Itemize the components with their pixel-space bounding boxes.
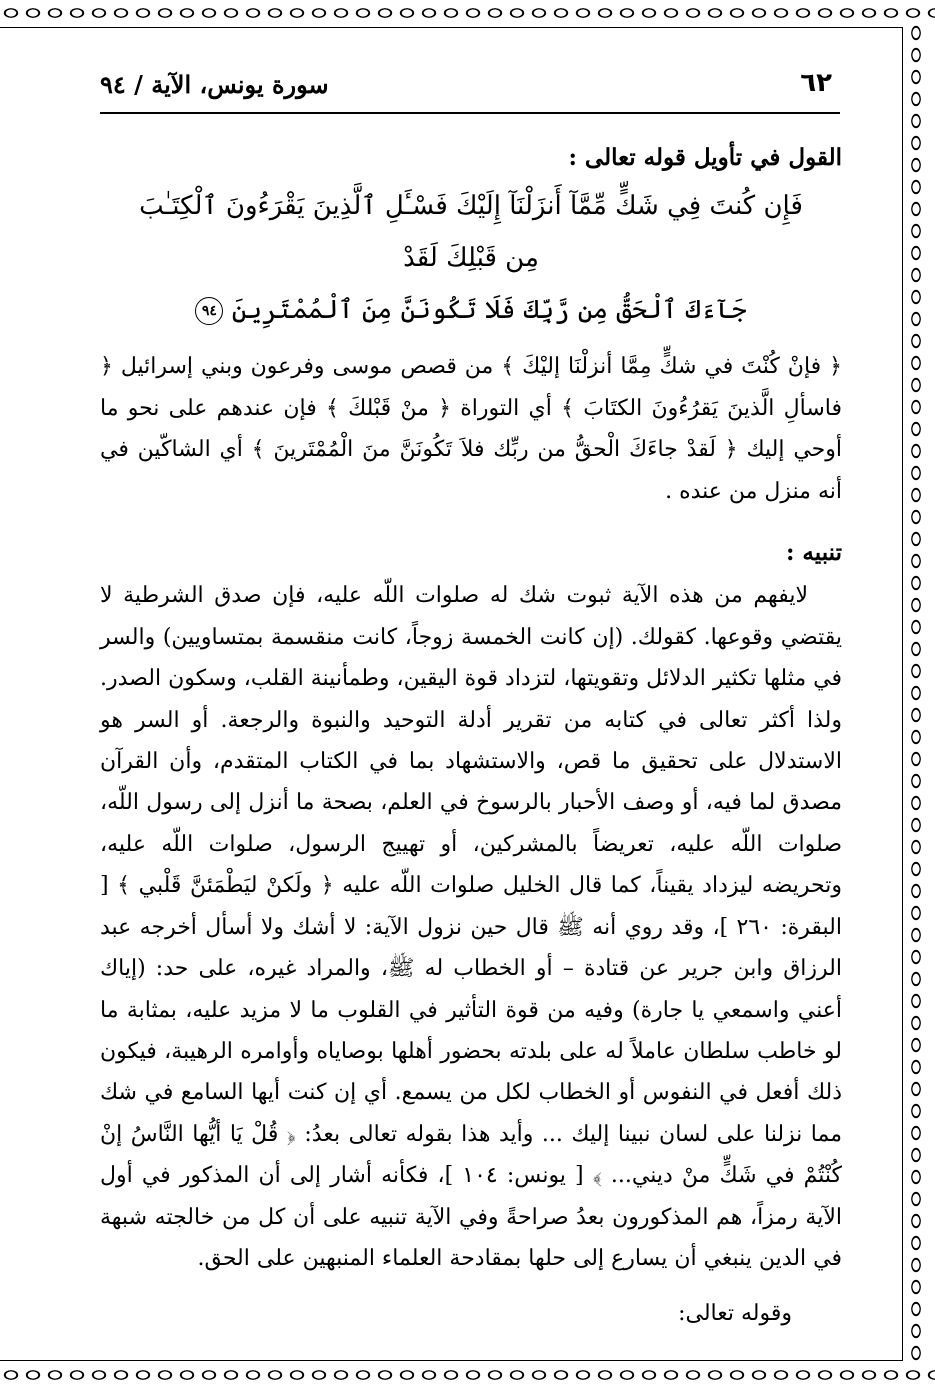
quran-verse — [100, 180, 842, 336]
quran-verse-line-2 — [130, 284, 812, 336]
decorative-border-top — [0, 0, 935, 26]
quran-verse-line-1: فَإِن كُنتَ فِي شَكٍّ مِّمَّآ أَنزَلْنَآ إِلَيْكَ فَسْـَٔلِ ٱلَّذِينَ يَقْرَءُونَ ٱلْكِتَـٰبَ مِن قَبْلِكَ لَقَدْ — [139, 191, 803, 274]
page-header — [100, 68, 840, 114]
decorative-border-right — [903, 22, 929, 1364]
border-rule-bottom — [0, 1360, 903, 1361]
page-number: ٦٢ — [800, 68, 832, 98]
ayah-number-marker: ٩٤ — [195, 297, 223, 325]
quran-verse-line-2-text: جَآءَكَ ٱلْحَقُّ مِن رَّبِّكَ فَلَا تَكُونَنَّ مِنَ ٱلْمُمْتَرِينَ — [231, 295, 747, 326]
page-content — [100, 125, 842, 1335]
border-rule-right — [902, 27, 903, 1361]
running-title: سورة يونس، الآية / ٩٤ — [100, 70, 329, 99]
tafsir-paragraph: ﴿ فإنْ كُنْتَ في شكٍّ مِمَّا أنزلْنَا إليْكَ ﴾ من قصص موسى وفرعون وبني إسرائيل ﴿ فاسألِ الَّذينَ يَقرُءُونَ الكتَابَ ﴾ أي التوراة ﴿ منْ قَبْلكَ ﴾ فإن عندهم على نحو ما أوحي إليك ﴿ لَقدْ جاءَكَ الْحقُّ من ربِّك فلاَ تَكُونَنَّ منَ الْمُمْتَرينَ ﴾ أي الشاكّين في أنه منزل من عنده . — [100, 354, 842, 504]
note-paragraph: لايفهم من هذه الآية ثبوت شك له صلوات اللّه عليه، فإن صدق الشرطية لا يقتضي وقوعها. كقولك. (إن كانت الخمسة زوجاً، كانت منقسمة بمتساويين) والسر في مثلها تكثير الدلائل وتقويتها، لتزداد قوة اليقين، وطمأنينة القلب، وسكون الصدر. ولذا أكثر تعالى في كتابه من تقرير أدلة التوحيد والنبوة والرجعة. أو السر هو الاستدلال على تحقيق ما قص، والاستشهاد بما في الكتاب المتقدم، وأن القرآن مصدق لما فيه، أو وصف الأحبار بالرسوخ في العلم، بصحة ما أنزل إلى رسول اللّه، صلوات اللّه عليه، تعريضاً بالمشركين، أو تهييج الرسول، صلوات اللّه عليه، وتحريضه ليزداد يقيناً، كما قال الخليل صلوات اللّه عليه ﴿ ولَكنْ ليَطْمَئنَّ قَلْبي ﴾ [ البقرة: ٢٦٠ ]، وقد روي أنه ﷺ قال حين نزول الآية: لا أشك ولا أسأل أخرجه عبد الرزاق وابن جرير عن قتادة – أو الخطاب له ﷺ، والمراد غيره، على حد: (إياك أعني واسمعي يا جارة) وفيه من قوة التأثير في القلوب ما لا مزيد عليه، بمثابة ما لو خاطب سلطان عاملاً له على بلدته بحضور أهلها بوصاياه وأوامره الرهيبة، فيكون ذلك أفعل في النفوس أو الخطاب لكل من يسمع. أي إن كنت أيها السامع في شك مما نزلنا على لسان نبينا إليك ... وأيد هذا بقوله تعالى بعدُ: ﴿ قُلْ يَا أيُّها النَّاسُ إنْ كُنْتُمْ في شَكٍّ منْ ديني... ﴾ [ يونس: ١٠٤ ]، فكأنه أشار إلى أن المذكور في أول الآية رمزاً، هم المذكورون بعدُ صراحةً وفي الآية تنبيه على أن كل من خالجته شبهة في الدين ينبغي أن يسارع إلى حلها بمقادحة العلماء المنبهين على الحق. — [100, 583, 843, 1271]
border-rule-top — [0, 27, 903, 28]
decorative-border-bottom — [0, 1362, 935, 1388]
note-heading: تنبيه : — [785, 539, 842, 567]
closing-line: وقوله تعالى: — [678, 1301, 792, 1327]
section-heading: القول في تأويل قوله تعالى : — [568, 144, 842, 171]
